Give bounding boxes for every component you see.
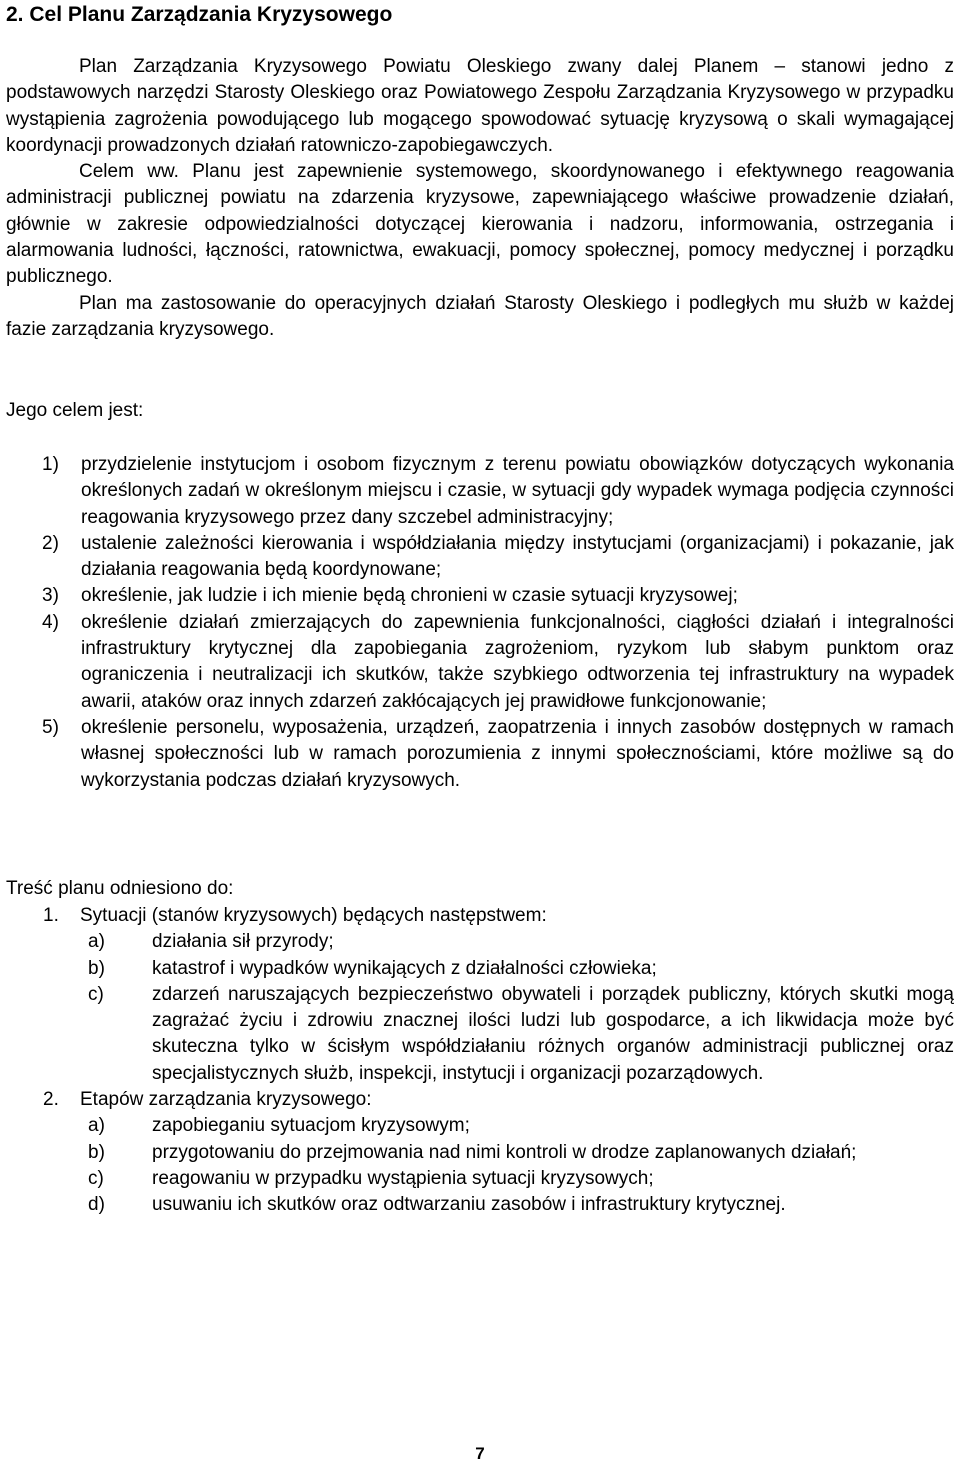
list-item-number: 2) [42,532,59,554]
list-item-letter: c) [88,1167,104,1189]
list-item-text: reagowaniu w przypadku wystąpienia sytuacji kryzysowych; [152,1167,654,1189]
intro-paragraph-2: Celem ww. Planu jest zapewnienie systemowego, skoordynowanego i efektywnego reagowania administracji publicznej powiatu na zdarzenia kryzysowe, zapewniającego właściwe prowadzenie działań, głównie w zakresie odpowiedzialności dotyczącej kierowania i nadzoru, informowania, ostrzegania i alarmowania ludności, łączności, ratownictwa, ewakuacji, pomocy społecznej, pomocy medycznej i porządku publicznego. [6,161,954,288]
list-item-number: 5) [42,716,59,738]
list-item-number: 3) [42,585,59,607]
intro-section [6,54,954,343]
list-item-text: usuwaniu ich skutków oraz odtwarzaniu zasobów i infrastruktury krytycznej. [152,1194,786,1216]
scope-group-label: Sytuacji (stanów kryzysowych) będących następstwem: [80,905,547,926]
page-number: 7 [475,1444,485,1463]
section-heading: 2. Cel Planu Zarządzania Kryzysowego [6,3,393,26]
list-item-text: określenie działań zmierzających do zapewnienia funkcjonalności, ciągłości działań i integralności infrastruktury krytycznej dla zapobiegania zagrożeniom, ryzykom lub słabym punktom oraz ograniczenia i neutralizacji ich skutków, także szybkiego odtworzenia tej infrastruktury na wypadek awarii, ataków oraz innych zdarzeń zakłócających jej prawidłowe funkcjonowanie; [81,611,954,712]
list-item [6,1192,954,1218]
list-item-text: określenie, jak ludzie i ich mienie będą chronieni w czasie sytuacji kryzysowej; [81,585,738,607]
list-item [6,452,954,531]
list-item-text: katastrof i wypadków wynikających z działalności człowieka; [152,957,657,979]
list-item-text: określenie personelu, wyposażenia, urządzeń, zaopatrzenia i innych zasobów dostępnych w ramach własnej społeczności lub w ramach porozumienia z innymi społecznościami, które możliwe są do wykorzystania podczas działań kryzysowych. [81,716,954,791]
list-item-letter: d) [88,1194,105,1216]
list-item [6,1113,954,1139]
list-item-letter: b) [88,957,105,979]
goals-list [6,452,954,794]
scope-lead: Treść planu odniesiono do: [6,878,234,899]
list-item-number: 1) [42,454,59,475]
list-item-text: przydzielenie instytucjom i osobom fizycznym z terenu powiatu obowiązków dotyczących wykonania określonych zadań w określonym miejscu i czasie, w sytuacji gdy wypadek wymaga podjęcia czynności reagowania kryzysowego przez dany szczebel administracyjny; [81,454,954,528]
scope-sublist-1 [6,929,954,1087]
scope-group-2 [6,1087,954,1113]
list-item-letter: a) [88,931,105,953]
goals-lead: Jego celem jest: [6,400,144,421]
list-item-text: zapobieganiu sytuacjom kryzysowym; [152,1115,470,1137]
list-item-text: ustalenie zależności kierowania i współdziałania między instytucjami (organizacjami) i pokazanie, jak działania reagowania będą koordynowane; [81,532,954,581]
list-item-letter: b) [88,1141,105,1163]
list-item-number: 4) [42,611,59,633]
scope-group-number: 2. [43,1089,59,1111]
list-item [6,982,954,1087]
list-item-letter: a) [88,1115,105,1137]
scope-group-1 [6,903,954,929]
intro-paragraph-3: Plan ma zastosowanie do operacyjnych działań Starosty Oleskiego i podległych mu służb w każdej fazie zarządzania kryzysowego. [6,292,954,340]
list-item [6,715,954,794]
list-item [6,929,954,955]
intro-paragraph-1: Plan Zarządzania Kryzysowego Powiatu Oleskiego zwany dalej Planem – stanowi jedno z podstawowych narzędzi Starosty Oleskiego oraz Powiatowego Zespołu Zarządzania Kryzysowego w przypadku wystąpienia zagrożenia powodującego lub mogącego spowodować sytuację kryzysową o skali wymagającej koordynacji prowadzonych działań ratowniczo-zapobiegawczych. [6,56,954,156]
list-item [6,1140,954,1166]
list-item [6,531,954,584]
list-item-letter: c) [88,983,104,1005]
list-item [6,610,954,715]
scope-group-label: Etapów zarządzania kryzysowego: [80,1089,372,1111]
list-item-text: działania sił przyrody; [152,931,334,953]
list-item [6,1166,954,1192]
list-item [6,956,954,982]
list-item-text: zdarzeń naruszających bezpieczeństwo obywateli i porządek publiczny, których skutki mogą zagrażać życiu i zdrowiu znacznej ilości ludzi lub gospodarce, a ich likwidacja może być skuteczna tylko w ścisłym współdziałaniu różnych organów administracji publicznej oraz specjalistycznych służb, inspekcji, instytucji i organizacji pozarządowych. [152,983,954,1084]
scope-group-number: 1. [43,905,59,926]
list-item [6,583,954,609]
scope-list [6,903,954,1219]
scope-sublist-2 [6,1113,954,1218]
list-item-text: przygotowaniu do przejmowania nad nimi kontroli w drodze zaplanowanych działań; [152,1141,857,1163]
